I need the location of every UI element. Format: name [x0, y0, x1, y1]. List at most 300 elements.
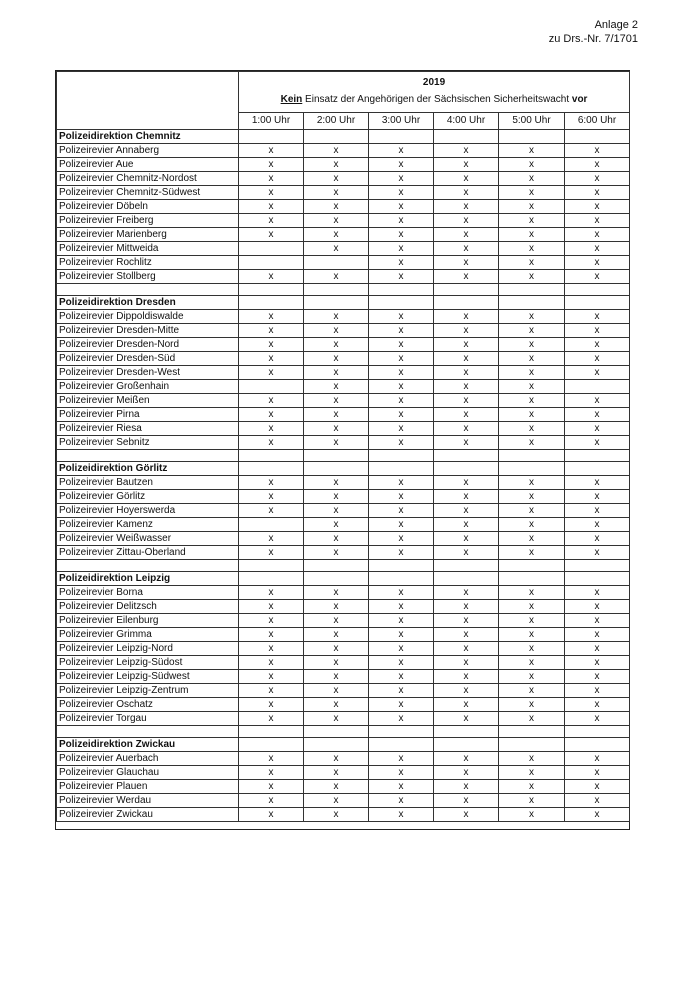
empty-cell: [239, 450, 304, 462]
mark-cell: x: [369, 712, 434, 726]
mark-cell: x: [304, 158, 369, 172]
mark-cell: x: [304, 366, 369, 380]
mark-cell: x: [369, 766, 434, 780]
mark-cell: x: [434, 144, 499, 158]
table-row: [57, 642, 630, 656]
mark-cell: x: [369, 808, 434, 822]
mark-cell: x: [239, 214, 304, 228]
spacer-row: [57, 560, 630, 572]
mark-cell: x: [565, 794, 630, 808]
table-row: [57, 808, 630, 822]
mark-cell: x: [239, 476, 304, 490]
mark-cell: x: [304, 310, 369, 324]
mark-cell: x: [434, 614, 499, 628]
mark-cell: x: [434, 656, 499, 670]
mark-cell: x: [434, 366, 499, 380]
table-row: [57, 752, 630, 766]
table-row: [57, 684, 630, 698]
mark-cell: x: [434, 200, 499, 214]
mark-cell: x: [304, 766, 369, 780]
mark-cell: x: [304, 490, 369, 504]
mark-cell: x: [499, 186, 565, 200]
empty-cell: [239, 572, 304, 586]
mark-cell: x: [434, 808, 499, 822]
table-row: [57, 698, 630, 712]
empty-cell: [239, 256, 304, 270]
mark-cell: x: [239, 366, 304, 380]
mark-cell: x: [499, 752, 565, 766]
table-row: [57, 794, 630, 808]
station-name: Polizeirevier Sebnitz: [57, 436, 239, 450]
empty-cell: [239, 726, 304, 738]
table-row: [57, 422, 630, 436]
empty-cell: [499, 296, 565, 310]
table-row: [57, 186, 630, 200]
station-name: Polizeirevier Delitzsch: [57, 600, 239, 614]
table-row: [57, 628, 630, 642]
mark-cell: x: [565, 338, 630, 352]
mark-cell: x: [304, 172, 369, 186]
mark-cell: x: [499, 656, 565, 670]
mark-cell: x: [239, 794, 304, 808]
mark-cell: x: [499, 546, 565, 560]
empty-cell: [369, 284, 434, 296]
table-row: [57, 408, 630, 422]
mark-cell: x: [304, 214, 369, 228]
group-name: Polizeidirektion Görlitz: [57, 462, 239, 476]
group-header-row: [57, 738, 630, 752]
group-name: Polizeidirektion Zwickau: [57, 738, 239, 752]
table-row: [57, 476, 630, 490]
table-row: [57, 780, 630, 794]
group-header-row: [57, 130, 630, 144]
mark-cell: x: [499, 600, 565, 614]
station-name: Polizeirevier Auerbach: [57, 752, 239, 766]
mark-cell: x: [239, 628, 304, 642]
station-name: Polizeirevier Pirna: [57, 408, 239, 422]
mark-cell: x: [369, 200, 434, 214]
empty-cell: [239, 462, 304, 476]
station-name: Polizeirevier Bautzen: [57, 476, 239, 490]
mark-cell: x: [369, 436, 434, 450]
mark-cell: x: [434, 310, 499, 324]
table-row: [57, 310, 630, 324]
mark-cell: x: [369, 532, 434, 546]
station-name: Polizeirevier Leipzig-Südost: [57, 656, 239, 670]
table-row: [57, 490, 630, 504]
mark-cell: x: [304, 712, 369, 726]
mark-cell: x: [369, 518, 434, 532]
table-row: [57, 518, 630, 532]
empty-cell: [499, 450, 565, 462]
mark-cell: x: [369, 214, 434, 228]
mark-cell: x: [304, 752, 369, 766]
mark-cell: x: [369, 586, 434, 600]
empty-cell: [434, 284, 499, 296]
station-name: Polizeirevier Annaberg: [57, 144, 239, 158]
mark-cell: x: [499, 242, 565, 256]
table-row: [57, 380, 630, 394]
empty-cell: [239, 130, 304, 144]
station-name: Polizeirevier Leipzig-Nord: [57, 642, 239, 656]
empty-cell: [239, 380, 304, 394]
mark-cell: x: [434, 476, 499, 490]
empty-cell: [57, 560, 239, 572]
subtitle-suffix: vor: [571, 94, 588, 105]
station-name: Polizeirevier Dresden-Süd: [57, 352, 239, 366]
mark-cell: x: [499, 270, 565, 284]
mark-cell: x: [565, 310, 630, 324]
mark-cell: x: [304, 422, 369, 436]
mark-cell: x: [499, 532, 565, 546]
mark-cell: x: [499, 518, 565, 532]
mark-cell: x: [369, 352, 434, 366]
table-row: [57, 352, 630, 366]
mark-cell: x: [565, 228, 630, 242]
mark-cell: x: [304, 614, 369, 628]
mark-cell: x: [434, 600, 499, 614]
mark-cell: x: [499, 352, 565, 366]
mark-cell: x: [565, 766, 630, 780]
mark-cell: x: [434, 158, 499, 172]
mark-cell: x: [565, 476, 630, 490]
hour-header: 1:00 Uhr: [239, 113, 304, 130]
hour-header: 4:00 Uhr: [434, 113, 499, 130]
mark-cell: x: [434, 242, 499, 256]
empty-cell: [499, 462, 565, 476]
empty-cell: [434, 130, 499, 144]
mark-cell: x: [239, 642, 304, 656]
mark-cell: x: [565, 670, 630, 684]
empty-cell: [369, 572, 434, 586]
mark-cell: x: [499, 338, 565, 352]
mark-cell: x: [239, 352, 304, 366]
mark-cell: x: [499, 324, 565, 338]
table-row: [57, 158, 630, 172]
station-name: Polizeirevier Görlitz: [57, 490, 239, 504]
mark-cell: x: [304, 186, 369, 200]
mark-cell: x: [434, 518, 499, 532]
empty-cell: [434, 296, 499, 310]
mark-cell: x: [239, 504, 304, 518]
mark-cell: x: [239, 394, 304, 408]
mark-cell: x: [369, 546, 434, 560]
mark-cell: x: [434, 628, 499, 642]
mark-cell: x: [304, 808, 369, 822]
mark-cell: x: [565, 172, 630, 186]
empty-cell: [57, 284, 239, 296]
station-name: Polizeirevier Chemnitz-Südwest: [57, 186, 239, 200]
empty-cell: [304, 462, 369, 476]
mark-cell: x: [304, 476, 369, 490]
station-name: Polizeirevier Weißwasser: [57, 532, 239, 546]
table-row: [57, 712, 630, 726]
empty-cell: [565, 462, 630, 476]
spacer-row: [57, 726, 630, 738]
mark-cell: x: [239, 808, 304, 822]
table-row: [57, 436, 630, 450]
mark-cell: x: [434, 490, 499, 504]
station-name: Polizeirevier Meißen: [57, 394, 239, 408]
table-row: [57, 366, 630, 380]
mark-cell: x: [434, 380, 499, 394]
station-name: Polizeirevier Eilenburg: [57, 614, 239, 628]
mark-cell: x: [434, 214, 499, 228]
empty-cell: [434, 726, 499, 738]
mark-cell: x: [565, 586, 630, 600]
mark-cell: x: [239, 600, 304, 614]
mark-cell: x: [565, 698, 630, 712]
mark-cell: x: [499, 698, 565, 712]
mark-cell: x: [565, 642, 630, 656]
mark-cell: x: [499, 228, 565, 242]
deployment-table: [56, 71, 630, 822]
mark-cell: x: [565, 242, 630, 256]
station-name: Polizeirevier Glauchau: [57, 766, 239, 780]
table-row: [57, 256, 630, 270]
empty-cell: [304, 256, 369, 270]
empty-cell: [369, 450, 434, 462]
table-row: [57, 242, 630, 256]
mark-cell: x: [369, 394, 434, 408]
mark-cell: x: [304, 380, 369, 394]
empty-cell: [499, 560, 565, 572]
mark-cell: x: [369, 242, 434, 256]
empty-cell: [369, 462, 434, 476]
mark-cell: x: [565, 422, 630, 436]
mark-cell: x: [434, 766, 499, 780]
empty-cell: [369, 130, 434, 144]
year-row: [57, 72, 630, 95]
mark-cell: x: [499, 408, 565, 422]
mark-cell: x: [434, 352, 499, 366]
mark-cell: x: [304, 200, 369, 214]
station-name: Polizeirevier Zwickau: [57, 808, 239, 822]
empty-cell: [565, 450, 630, 462]
station-name: Polizeirevier Leipzig-Südwest: [57, 670, 239, 684]
mark-cell: x: [369, 490, 434, 504]
mark-cell: x: [434, 186, 499, 200]
empty-cell: [239, 560, 304, 572]
mark-cell: x: [499, 490, 565, 504]
mark-cell: x: [499, 628, 565, 642]
mark-cell: x: [369, 366, 434, 380]
table-row: [57, 394, 630, 408]
mark-cell: x: [434, 228, 499, 242]
group-name: Polizeidirektion Dresden: [57, 296, 239, 310]
empty-cell: [499, 726, 565, 738]
mark-cell: x: [434, 436, 499, 450]
hour-header: 6:00 Uhr: [565, 113, 630, 130]
mark-cell: x: [499, 394, 565, 408]
empty-cell: [434, 450, 499, 462]
mark-cell: x: [565, 518, 630, 532]
mark-cell: x: [369, 422, 434, 436]
mark-cell: x: [239, 158, 304, 172]
spacer-row: [57, 450, 630, 462]
mark-cell: x: [434, 324, 499, 338]
header-corner: [57, 72, 239, 130]
mark-cell: x: [304, 698, 369, 712]
mark-cell: x: [499, 670, 565, 684]
mark-cell: x: [499, 158, 565, 172]
hour-header: 5:00 Uhr: [499, 113, 565, 130]
table-row: [57, 546, 630, 560]
mark-cell: x: [239, 324, 304, 338]
mark-cell: x: [369, 504, 434, 518]
mark-cell: x: [239, 532, 304, 546]
table-row: [57, 600, 630, 614]
mark-cell: x: [239, 684, 304, 698]
mark-cell: x: [434, 256, 499, 270]
empty-cell: [434, 462, 499, 476]
mark-cell: x: [565, 490, 630, 504]
station-name: Polizeirevier Hoyerswerda: [57, 504, 239, 518]
attachment-label: Anlage 2: [594, 19, 638, 31]
spacer-row: [57, 284, 630, 296]
empty-cell: [565, 572, 630, 586]
mark-cell: x: [565, 214, 630, 228]
station-name: Polizeirevier Chemnitz-Nordost: [57, 172, 239, 186]
empty-cell: [565, 296, 630, 310]
station-name: Polizeirevier Stollberg: [57, 270, 239, 284]
subtitle-prefix: Kein: [280, 94, 303, 105]
table-row: [57, 670, 630, 684]
station-name: Polizeirevier Dresden-Mitte: [57, 324, 239, 338]
mark-cell: x: [239, 338, 304, 352]
year-heading: 2019: [239, 72, 630, 95]
mark-cell: x: [434, 408, 499, 422]
mark-cell: x: [239, 656, 304, 670]
mark-cell: x: [239, 186, 304, 200]
empty-cell: [304, 450, 369, 462]
empty-cell: [369, 560, 434, 572]
table-row: [57, 766, 630, 780]
mark-cell: x: [304, 794, 369, 808]
mark-cell: x: [304, 670, 369, 684]
mark-cell: x: [565, 780, 630, 794]
station-name: Polizeirevier Marienberg: [57, 228, 239, 242]
group-header-row: [57, 462, 630, 476]
mark-cell: x: [434, 698, 499, 712]
empty-cell: [369, 296, 434, 310]
mark-cell: x: [565, 366, 630, 380]
group-header-row: [57, 572, 630, 586]
mark-cell: x: [304, 352, 369, 366]
empty-cell: [57, 726, 239, 738]
station-name: Polizeirevier Großenhain: [57, 380, 239, 394]
mark-cell: x: [304, 780, 369, 794]
empty-cell: [565, 130, 630, 144]
mark-cell: x: [369, 670, 434, 684]
mark-cell: x: [239, 200, 304, 214]
station-name: Polizeirevier Rochlitz: [57, 256, 239, 270]
empty-cell: [239, 284, 304, 296]
mark-cell: x: [499, 256, 565, 270]
mark-cell: x: [369, 684, 434, 698]
empty-cell: [239, 296, 304, 310]
empty-cell: [565, 738, 630, 752]
mark-cell: x: [304, 532, 369, 546]
station-name: Polizeirevier Aue: [57, 158, 239, 172]
station-name: Polizeirevier Riesa: [57, 422, 239, 436]
mark-cell: x: [565, 600, 630, 614]
mark-cell: x: [304, 270, 369, 284]
mark-cell: x: [304, 656, 369, 670]
station-name: Polizeirevier Dresden-Nord: [57, 338, 239, 352]
mark-cell: x: [434, 780, 499, 794]
station-name: Polizeirevier Freiberg: [57, 214, 239, 228]
mark-cell: x: [499, 144, 565, 158]
mark-cell: x: [434, 394, 499, 408]
station-name: Polizeirevier Oschatz: [57, 698, 239, 712]
mark-cell: x: [565, 144, 630, 158]
station-name: Polizeirevier Torgau: [57, 712, 239, 726]
mark-cell: x: [239, 228, 304, 242]
empty-cell: [239, 738, 304, 752]
group-name: Polizeidirektion Chemnitz: [57, 130, 239, 144]
mark-cell: x: [565, 504, 630, 518]
mark-cell: x: [239, 490, 304, 504]
mark-cell: x: [499, 614, 565, 628]
mark-cell: x: [239, 752, 304, 766]
empty-cell: [369, 738, 434, 752]
mark-cell: x: [304, 408, 369, 422]
mark-cell: x: [304, 546, 369, 560]
empty-cell: [499, 738, 565, 752]
mark-cell: x: [304, 144, 369, 158]
mark-cell: x: [434, 670, 499, 684]
mark-cell: x: [239, 670, 304, 684]
mark-cell: x: [369, 324, 434, 338]
mark-cell: x: [239, 698, 304, 712]
mark-cell: x: [369, 270, 434, 284]
empty-cell: [565, 284, 630, 296]
mark-cell: x: [434, 642, 499, 656]
table-row: [57, 586, 630, 600]
mark-cell: x: [434, 546, 499, 560]
mark-cell: x: [369, 614, 434, 628]
mark-cell: x: [565, 408, 630, 422]
table-row: [57, 614, 630, 628]
station-name: Polizeirevier Dresden-West: [57, 366, 239, 380]
mark-cell: x: [499, 366, 565, 380]
mark-cell: x: [499, 422, 565, 436]
document-header: [549, 18, 638, 46]
table-subtitle: [239, 94, 630, 113]
mark-cell: x: [369, 338, 434, 352]
mark-cell: x: [239, 408, 304, 422]
mark-cell: x: [239, 766, 304, 780]
station-name: Polizeirevier Werdau: [57, 794, 239, 808]
mark-cell: x: [434, 684, 499, 698]
table-row: [57, 270, 630, 284]
mark-cell: x: [369, 656, 434, 670]
mark-cell: x: [434, 172, 499, 186]
empty-cell: [304, 738, 369, 752]
mark-cell: x: [304, 436, 369, 450]
mark-cell: x: [565, 324, 630, 338]
station-name: Polizeirevier Borna: [57, 586, 239, 600]
mark-cell: x: [369, 752, 434, 766]
table-row: [57, 144, 630, 158]
empty-cell: [239, 242, 304, 256]
hour-header: 3:00 Uhr: [369, 113, 434, 130]
mark-cell: x: [499, 642, 565, 656]
mark-cell: x: [304, 518, 369, 532]
group-header-row: [57, 296, 630, 310]
mark-cell: x: [239, 614, 304, 628]
